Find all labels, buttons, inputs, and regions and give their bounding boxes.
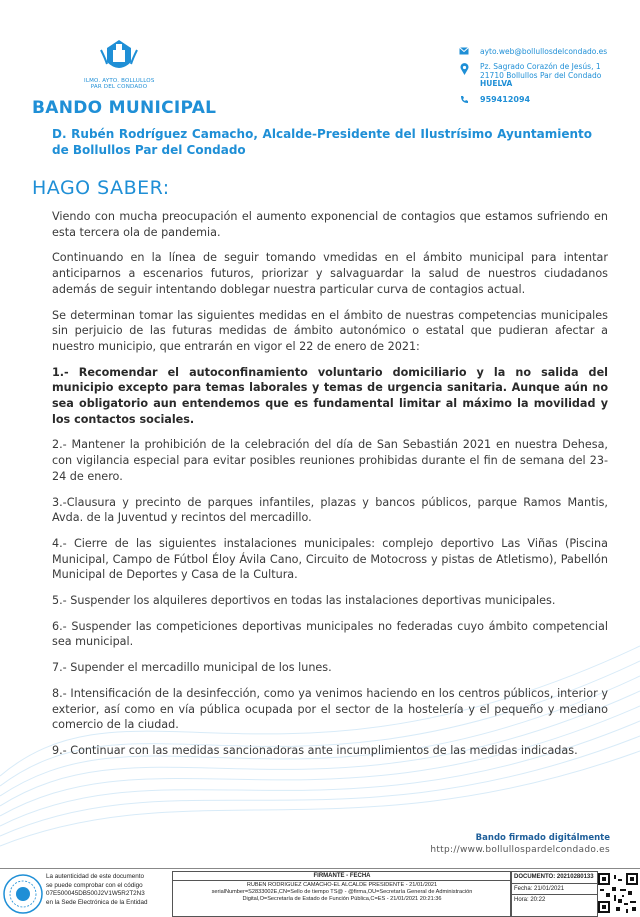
signer-box: FIRMANTE - FECHA RUBEN RODRIGUEZ CAMACHO-EL ALCALDE PRESIDENTE - 21/01/2021 serialNumber=S2833002E,CN=Sello de tiempo TS@ - @firma,OU=Secretaría General de Administración Digital,O=Secretaría de Estado de Función Pública,C=ES - 21/01/2021 20:21:36	[172, 871, 512, 917]
logo-caption: ILMO. AYTO. BOLLULLOS PAR DEL CONDADO	[84, 78, 155, 90]
measure-item: 8.- Intensificación de la desinfección, como ya venimos haciendo en los centros públicos, interior y exterior, así como en vía pública ocupada por el sector de la hostelería y el pequeño y mediano comercio de la ciudad.	[52, 686, 608, 732]
intro-paragraph: Continuando en la línea de seguir tomando vmedidas en el ámbito municipal para intentar anticiparnos a escenarios futuros, priorizar y salvaguardar la salud de nuestros ciudadanos además de seguir intentando doblegar nuestra particular curva de contagios actual.	[52, 251, 608, 296]
document-title: BANDO MUNICIPAL	[32, 98, 217, 118]
intro-paragraph: Se determinan tomar las siguientes medidas en el ámbito de nuestras competencias municipales sin perjuicio de las futuras medidas de ámbito autonómico o estatal que pudieran afectar a nuestro municipio, que entrarán en vigor el 22 de enero de 2021:	[52, 308, 608, 353]
validation-footer	[0, 868, 640, 917]
coat-of-arms-icon	[99, 38, 139, 76]
website-link[interactable]: http://www.bollullospardelcondado.es	[430, 845, 610, 855]
qr-code-icon[interactable]	[598, 873, 638, 913]
municipality-logo	[84, 38, 155, 90]
location-pin-icon	[456, 63, 472, 75]
intro-paragraph: Viendo con mucha preocupación el aumento exponencial de contagios que estamos sufriendo en esta tercera ola de pandemia.	[52, 210, 608, 239]
document-info-box: DOCUMENTO: 20210280133 Fecha: 21/01/2021 Hora: 20:22	[510, 871, 598, 917]
contact-address: Pz. Sagrado Corazón de Jesús, 1 21710 Bollullos Par del Condado HUELVA	[480, 62, 602, 88]
signature-note	[430, 833, 610, 855]
contact-phone[interactable]: 959412094	[480, 94, 531, 104]
mayor-heading: D. Rubén Rodríguez Camacho, Alcalde-Presidente del Ilustrísimo Ayuntamiento de Bollullos Par del Condado	[52, 127, 592, 157]
hago-saber-heading: HAGO SABER:	[32, 177, 170, 199]
measure-item: 2.- Mantener la prohibición de la celebración del día de San Sebastián 2021 en nuestra Dehesa, con vigilancia especial para evitar posibles reuniones prohibidas durante el fin de semana del 23-24 de enero.	[52, 438, 608, 483]
mail-icon	[456, 47, 472, 59]
seal-icon	[2, 873, 44, 915]
measure-item: 9.- Continuar con las medidas sancionadoras ante incumplimientos de las medidas indicadas.	[52, 743, 578, 757]
contact-info	[456, 47, 607, 111]
signer-header: FIRMANTE - FECHA	[173, 872, 511, 881]
measure-item: 3.-Clausura y precinto de parques infantiles, plazas y bancos públicos, parque Ramos Mantis, Avda. de la Juventud y recintos del mercadillo.	[52, 495, 608, 525]
phone-icon	[456, 95, 472, 107]
measure-item: 4.- Cierre de las siguientes instalaciones municipales: complejo deportivo Las Viñas (Piscina Municipal, Campo de Fútbol Éloy Ávila Cano, Circuito de Motocross y pistas de Atletismo), Pabellón Municipal de Deportes y Casa de la Cultura.	[52, 536, 608, 582]
authenticity-note: La autenticidad de este documento se puede comprobar con el código 07E500045DB500J2V1W5R2T2N3 en la Sede Electrónica de la Entidad	[46, 873, 148, 906]
body-content	[52, 209, 608, 769]
measure-item: 7.- Supender el mercadillo municipal de los lunes.	[52, 661, 332, 675]
measure-item: 5.- Suspender los alquileres deportivos en todas las instalaciones deportivas municipales.	[52, 594, 556, 608]
signed-label: Bando firmado digitálmente	[475, 833, 610, 843]
contact-email[interactable]: ayto.web@bollullosdelcondado.es	[480, 47, 608, 56]
measure-item: 6.- Suspender las competiciones deportivas municipales no federadas cuyo ámbito competencial sea municipal.	[52, 619, 608, 649]
measure-item: 1.- Recomendar el autoconfinamiento voluntario domiciliario y la no salida del municipio excepto para temas laborales y temas de urgencia sanitaria. Aunque aún no sea obligatorio aun entendemos que es fundamental limitar al máximo la movilidad y los contactos sociales.	[52, 365, 608, 426]
